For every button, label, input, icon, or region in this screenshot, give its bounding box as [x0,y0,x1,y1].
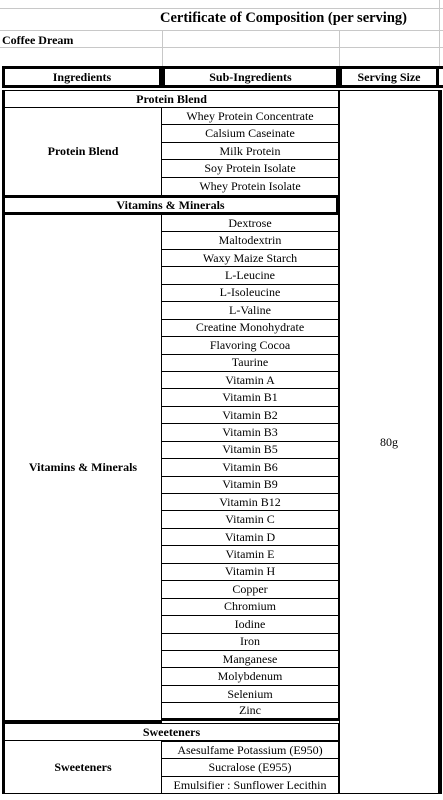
sub-ingredient: Vitamin D [162,529,338,546]
sub-ingredient: Vitamin A [162,372,338,389]
sub-ingredient: Flavoring Cocoa [162,337,338,354]
header-edge [439,66,443,88]
vitamins-sub-list [162,215,339,721]
sub-ingredient: Vitamin C [162,511,338,528]
group-protein-blend: Protein Blend [2,108,162,195]
sub-ingredient: Whey Protein Isolate [199,178,301,193]
sub-ingredient: Manganese [162,651,338,668]
sub-ingredient: Creatine Monohydrate [162,320,338,337]
right-edge [439,90,443,794]
sub-ingredient: Sucralose (E955) [162,759,338,776]
sub-ingredient: Asesulfame Potassium (E950) [162,742,338,759]
sub-ingredient: Waxy Maize Starch [162,250,338,267]
header-sub-ingredients: Sub-Ingredients [162,66,339,88]
serving-size-value: 80g [339,90,439,794]
sub-ingredient: Vitamin B12 [162,494,338,511]
sub-ingredient: Dextrose [162,215,338,232]
grid-line [439,0,440,66]
sub-ingredient: Vitamin B3 [162,424,338,441]
sub-ingredient: Molybdenum [162,668,338,685]
sub-ingredient: L-Valine [162,302,338,319]
sub-ingredient: Vitamin H [162,564,338,581]
grid-line [339,30,340,66]
header-ingredients: Ingredients [2,66,162,88]
sub-ingredient: Milk Protein [162,143,338,160]
grid-line [162,30,163,66]
banner-sweeteners: Sweeteners [2,723,339,741]
header-serving-size: Serving Size [339,66,439,88]
sub-ingredient: Vitamin B2 [162,407,338,424]
sub-ingredient: L-Isoleucine [162,285,338,302]
sub-ingredient: Vitamin E [162,546,338,563]
sub-ingredient: Iodine [162,616,338,633]
product-name: Coffee Dream [2,33,74,47]
sweeteners-sub-list [162,741,339,794]
sub-ingredient: Soy Protein Isolate [162,160,338,177]
protein-sub-list [162,108,339,195]
group-sweeteners: Sweeteners [2,741,162,794]
sub-ingredient: Copper [162,581,338,598]
group-vitamins-minerals: Vitamins & Minerals [2,215,162,723]
sub-ingredient: Maltodextrin [162,232,338,249]
banner-protein-blend: Protein Blend [2,90,339,108]
sub-ingredient: Chromium [162,599,338,616]
sub-ingredient: Vitamin B9 [162,477,338,494]
sub-ingredient: Vitamin B1 [162,389,338,406]
banner-vitamins-minerals: Vitamins & Minerals [2,195,339,215]
certificate-title: Certificate of Composition (per serving) [160,10,407,26]
sub-ingredient: Taurine [162,355,338,372]
sub-ingredient: Iron [162,634,338,651]
grid-line [0,30,443,31]
sub-ingredient: Vitamin B5 [162,442,338,459]
sub-ingredient: Vitamin B6 [162,459,338,476]
sub-ingredient: Selenium [162,686,338,703]
sub-ingredient: Zinc [162,703,338,720]
sub-ingredient: Whey Protein Concentrate [162,108,338,125]
grid-line [0,8,443,9]
sub-ingredient: L-Leucine [162,267,338,284]
sub-ingredient: Emulsifier : Sunflower Lecithin [162,777,338,794]
sub-ingredient: Calsium Caseinate [162,125,338,142]
